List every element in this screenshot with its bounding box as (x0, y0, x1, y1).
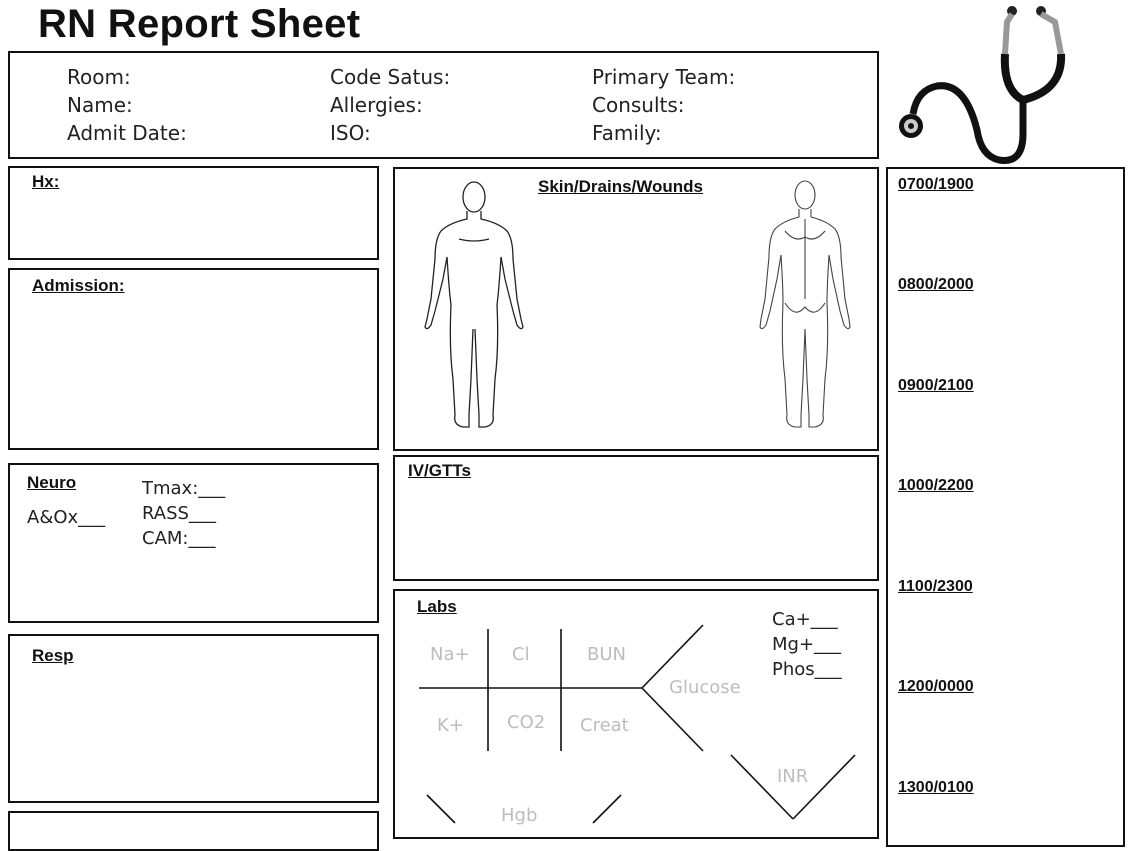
admit-date-label: Admit Date: (67, 121, 187, 145)
admission-heading: Admission: (32, 276, 125, 295)
time-0900: 0900/2100 (898, 377, 974, 394)
neuro-heading: Neuro (27, 473, 77, 492)
body-back-icon (755, 179, 855, 435)
lab-mg: Mg+___ (772, 634, 842, 655)
lab-glucose: Glucose (669, 677, 741, 698)
resp-heading: Resp (32, 646, 74, 665)
tmax-field: Tmax:___ (142, 478, 226, 499)
body-front-icon (419, 179, 529, 435)
lab-k: K+ (437, 715, 464, 736)
time-1300: 1300/0100 (898, 779, 974, 796)
primary-team-label: Primary Team: (592, 65, 736, 89)
family-label: Family: (592, 121, 662, 145)
room-label: Room: (67, 65, 131, 89)
header-col-3 (592, 63, 735, 147)
lab-na: Na+ (430, 644, 470, 665)
hourly-timeline-box[interactable] (886, 167, 1125, 847)
stethoscope-icon (895, 2, 1075, 167)
code-status-label: Code Satus: (330, 65, 451, 89)
cam-field: CAM:___ (142, 528, 216, 549)
neuro-box[interactable] (8, 463, 379, 623)
time-1200: 1200/0000 (898, 678, 974, 695)
admission-box[interactable] (8, 268, 379, 450)
page-title: RN Report Sheet (38, 2, 361, 46)
patient-info-box (8, 51, 879, 159)
aox-field: A&Ox___ (27, 507, 106, 528)
time-1000: 1000/2200 (898, 477, 974, 494)
time-0700: 0700/1900 (898, 176, 974, 193)
time-0800: 0800/2000 (898, 276, 974, 293)
header-col-2 (330, 63, 450, 147)
name-label: Name: (67, 93, 133, 117)
labs-heading: Labs (417, 597, 457, 616)
skin-box[interactable] (393, 167, 879, 451)
allergies-label: Allergies: (330, 93, 423, 117)
lab-inr: INR (777, 766, 809, 787)
hx-heading: Hx: (32, 172, 60, 191)
lab-hgb: Hgb (501, 805, 538, 826)
resp-box[interactable] (8, 634, 379, 803)
lab-phos: Phos___ (772, 659, 842, 680)
header-col-1 (67, 63, 187, 147)
lab-co2: CO2 (507, 712, 546, 733)
iv-box[interactable] (393, 455, 879, 581)
skin-heading: Skin/Drains/Wounds (538, 177, 703, 196)
lab-creat: Creat (580, 715, 629, 736)
next-section-box[interactable] (8, 811, 379, 851)
consults-label: Consults: (592, 93, 685, 117)
labs-box[interactable] (393, 589, 879, 839)
lab-ca: Ca+___ (772, 609, 838, 630)
lab-bun: BUN (587, 644, 626, 665)
rass-field: RASS___ (142, 503, 216, 524)
iv-heading: IV/GTTs (408, 461, 471, 480)
hx-box[interactable] (8, 166, 379, 260)
time-1100: 1100/2300 (898, 578, 973, 595)
lab-cl: Cl (512, 644, 530, 665)
iso-label: ISO: (330, 121, 371, 145)
